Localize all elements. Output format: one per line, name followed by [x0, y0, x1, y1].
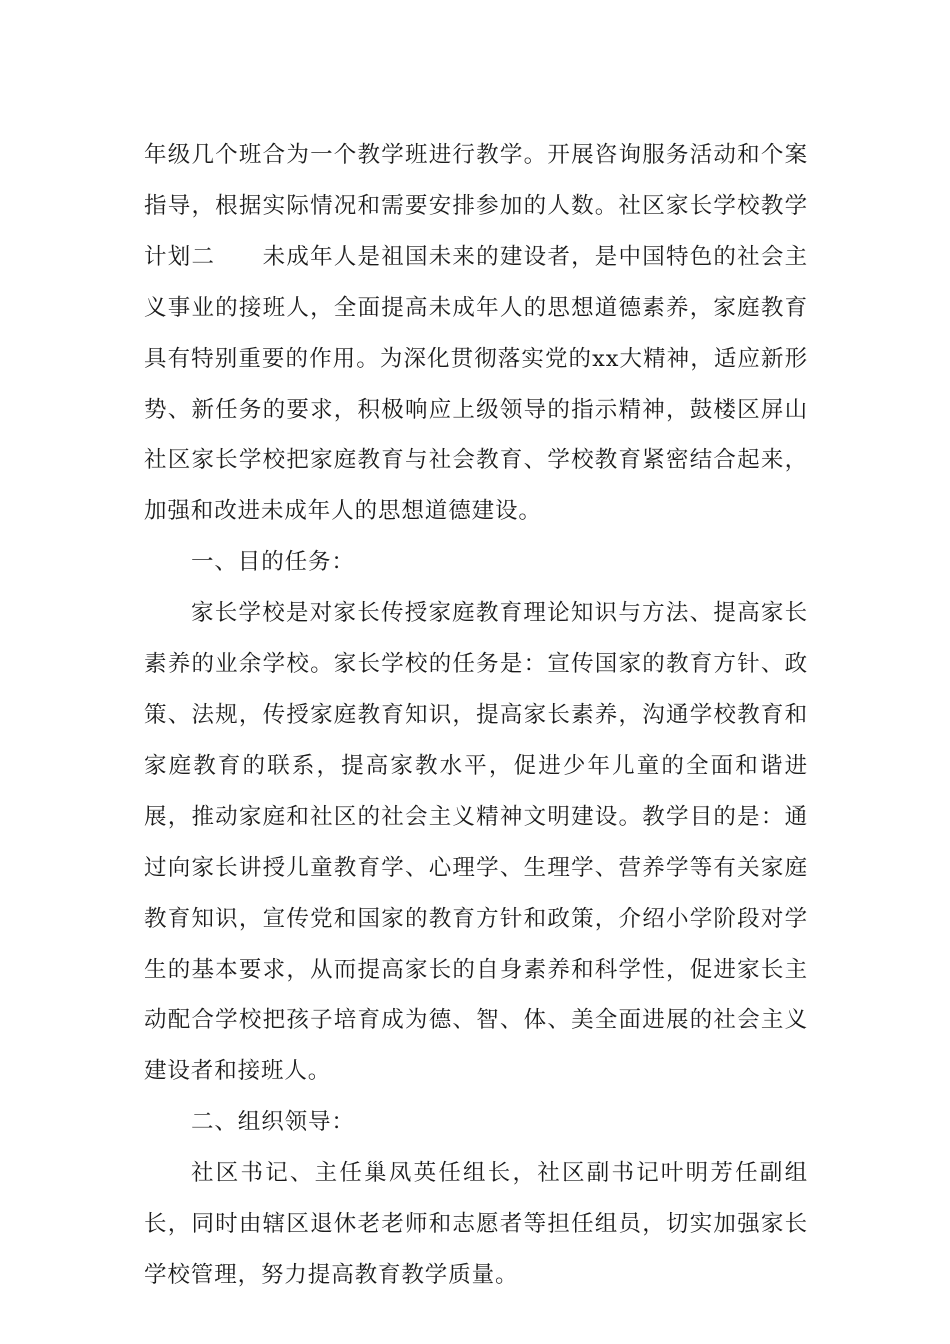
paragraph-organization: 社区书记、主任巢凤英任组长，社区副书记叶明芳任副组长，同时由辖区退休老老师和志愿者等担任组员，切实加强家长学校管理，努力提高教育教学质量。: [144, 1160, 808, 1288]
document-body: [144, 130, 808, 1301]
paragraph-goals: 家长学校是对家长传授家庭教育理论知识与方法、提高家长素养的业余学校。家长学校的任务是：宣传国家的教育方针、政策、法规，传授家庭教育知识，提高家长素养，沟通学校教育和家庭教育的联系，提高家教水平，促进少年儿童的全面和谐进展，推动家庭和社区的社会主义精神文明建设。教学目的是：通过向家长讲授儿童教育学、心理学、生理学、营养学等有关家庭教育知识，宣传党和国家的教育方针和政策，介绍小学阶段对学生的基本要求，从而提高家长的自身素养和科学性，促进家长主动配合学校把孩子培育成为德、智、体、美全面进展的社会主义建设者和接班人。: [144, 600, 808, 1085]
section-heading-goals: 一、目的任务：: [191, 549, 355, 576]
paragraph-continuation: 年级几个班合为一个教学班进行教学。开展咨询服务活动和个案指导，根据实际情况和需要安排参加的人数。社区家长学校教学计划二 未成年人是祖国未来的建设者，是中国特色的社会主义事业的接班人，全面提高未成年人的思想道德素养，家庭教育具有特别重要的作用。为深化贯彻落实党的xx大精神，适应新形势、新任务的要求，积极响应上级领导的指示精神，鼓楼区屏山社区家长学校把家庭教育与社会教育、学校教育紧密结合起来，加强和改进未成年人的思想道德建设。: [144, 142, 808, 525]
section-heading-organization: 二、组织领导：: [191, 1109, 355, 1136]
